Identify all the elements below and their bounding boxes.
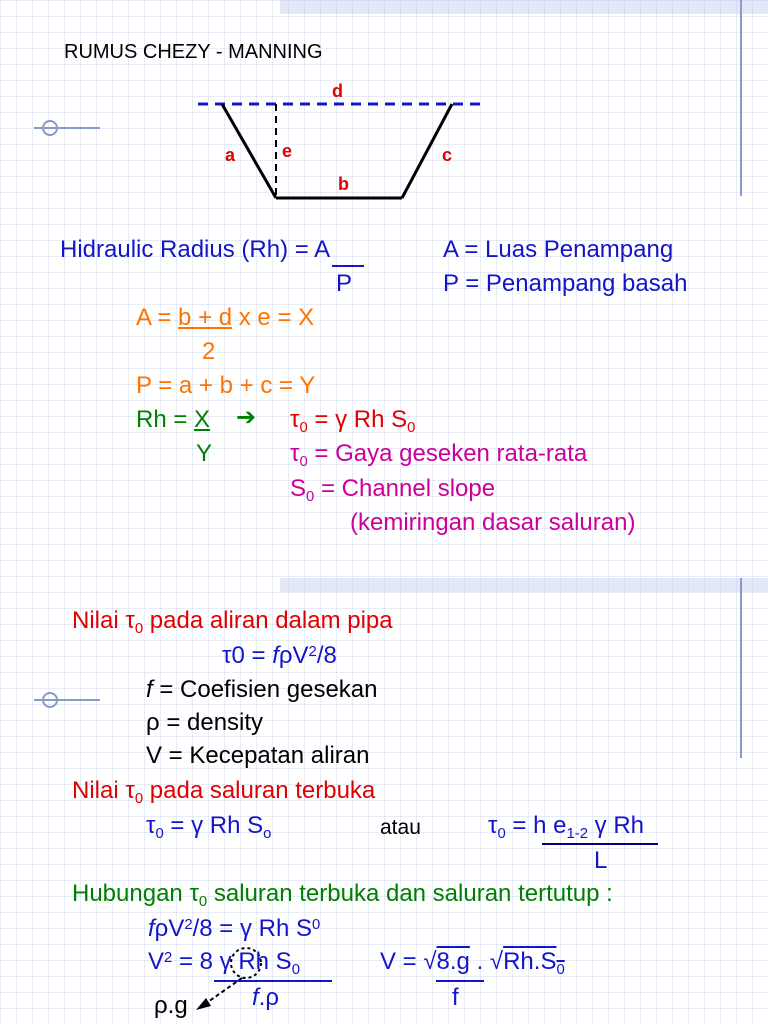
tau-equation <box>290 406 416 436</box>
rh-definition-text: Hidraulic Radius (Rh) = <box>60 236 315 263</box>
tau-def-symbol: τ <box>290 440 300 467</box>
eq3-num-b: γ Rh <box>588 812 645 839</box>
v-rh: Rh.S <box>503 948 557 975</box>
v-fraction-line <box>436 980 484 982</box>
eq2-rhs: = γ Rh S <box>163 812 264 839</box>
v-dot: . √ <box>469 948 504 975</box>
relation-line-1 <box>148 917 320 941</box>
h3-post: saluran terbuka dan saluran tertutup : <box>207 880 613 907</box>
rh-numerator: A <box>314 236 331 263</box>
h1-post: pada aliran dalam pipa <box>143 607 393 634</box>
s0-subscript: 0 <box>306 488 315 505</box>
eq3-eq: = <box>505 812 534 839</box>
eq-rh-denominator: Y <box>196 440 213 467</box>
eq-perimeter: P = a + b + c = Y <box>136 372 316 399</box>
eq-rh <box>136 408 210 432</box>
rel1-rho-v: ρV <box>154 915 185 942</box>
eq3-num-a: h e <box>533 812 567 839</box>
rel1-sq: 2 <box>184 916 193 933</box>
h1-tau: τ <box>125 607 135 634</box>
a-definition: A = Luas Penampang <box>443 236 674 263</box>
v-rh-group <box>503 948 565 978</box>
eq-area-numerator: b + d <box>178 304 233 331</box>
arrow-icon: ➔ <box>236 404 257 431</box>
tau-def-text: = Gaya geseken rata-rata <box>307 440 588 467</box>
s0-def-text: = Channel slope <box>314 475 496 502</box>
eq-area-rest: x e = X <box>232 304 315 331</box>
heading-open-channel <box>72 777 376 807</box>
eq-f: f <box>272 642 279 669</box>
rh-definition <box>60 238 330 262</box>
rel2-fraction-line <box>214 980 332 982</box>
h3-tau: τ <box>189 880 199 907</box>
atau-text: atau <box>380 816 421 839</box>
eq2-sub: o <box>263 825 272 842</box>
rel2-rhs: = 8 γ Rh S <box>172 948 292 975</box>
eq2-tau-sub: 0 <box>155 825 164 842</box>
tau-subscript: 0 <box>299 419 308 436</box>
rho-g-label: ρ.g <box>154 992 188 1019</box>
s0-note: (kemiringan dasar saluran) <box>350 509 636 536</box>
def-rho: ρ = density <box>146 709 264 736</box>
rel1-sup0: 0 <box>312 916 321 933</box>
v-equation <box>380 948 565 978</box>
eq3-fraction-line <box>542 843 658 845</box>
diagram-label-d: d <box>332 81 343 101</box>
tau-equation-rhs: = γ Rh S <box>307 406 408 433</box>
h3-pre: Hubungan <box>72 880 190 907</box>
rel2-sq: 2 <box>164 949 173 966</box>
s-subscript: 0 <box>407 419 416 436</box>
eq-div8: /8 <box>316 642 337 669</box>
rel2-denominator <box>252 986 279 1010</box>
diagram-label-a: a <box>225 145 236 165</box>
rel1-f: f <box>148 915 155 942</box>
heading-pipe-flow <box>72 607 393 637</box>
eq-sq: 2 <box>308 643 317 660</box>
rh-denominator: P <box>336 270 353 297</box>
page-title: RUMUS CHEZY - MANNING <box>64 41 323 63</box>
relation-line-2 <box>148 948 300 978</box>
rh-fraction-line <box>332 265 364 267</box>
rel2-den-f: f <box>252 984 259 1011</box>
rel1-rhs: /8 = γ Rh S <box>192 915 313 942</box>
def-v: V = Kecepatan aliran <box>146 742 370 769</box>
eq-tau-pipe <box>222 644 337 668</box>
eq3-tau-sub: 0 <box>497 825 506 842</box>
eq-rh-lhs: Rh = <box>136 406 195 433</box>
eq-area-denominator: 2 <box>202 338 216 365</box>
rel2-sub0: 0 <box>291 961 300 978</box>
h3-sub: 0 <box>198 893 208 910</box>
def-f <box>146 678 377 702</box>
def-f-symbol: f <box>146 676 153 703</box>
rel2-den-rho: .ρ <box>258 984 279 1011</box>
eq3-denominator: L <box>594 847 608 874</box>
eq2-tau: τ <box>146 812 156 839</box>
s0-symbol: S <box>290 475 307 502</box>
eq-tau0-lhs: τ0 = <box>222 642 273 669</box>
rel2-v: V <box>148 948 165 975</box>
h2-sub: 0 <box>134 790 144 807</box>
tau-symbol: τ <box>290 406 300 433</box>
eq-area-lhs: A = <box>136 304 179 331</box>
h1-sub: 0 <box>134 620 144 637</box>
h1-pre: Nilai <box>72 607 126 634</box>
heading-relation <box>72 880 613 910</box>
diagram-label-b: b <box>338 174 349 194</box>
def-f-text: = Coefisien gesekan <box>152 676 378 703</box>
tau-definition <box>290 440 588 470</box>
v-eq-lhs: V = √ <box>380 948 437 975</box>
eq-tau-alt <box>488 812 645 842</box>
eq-rho-v: ρV <box>278 642 309 669</box>
eq-area <box>136 306 314 330</box>
rho-g-pointer <box>196 978 242 1010</box>
v-denominator: f <box>452 984 459 1011</box>
h2-post: pada saluran terbuka <box>143 777 376 804</box>
eq-tau-open <box>146 812 272 842</box>
h2-pre: Nilai <box>72 777 126 804</box>
p-definition: P = Penampang basah <box>443 270 688 297</box>
v-num: 8.g <box>436 948 470 975</box>
tau-def-subscript: 0 <box>299 453 308 470</box>
s0-definition <box>290 475 496 505</box>
diagram-label-c: c <box>442 145 453 165</box>
diagram-label-e: e <box>282 141 293 161</box>
v-rh-sub: 0 <box>556 961 565 978</box>
h2-tau: τ <box>125 777 135 804</box>
eq3-tau: τ <box>488 812 498 839</box>
eq-rh-numerator: X <box>194 406 211 433</box>
eq3-num-sub: 1-2 <box>566 825 588 842</box>
